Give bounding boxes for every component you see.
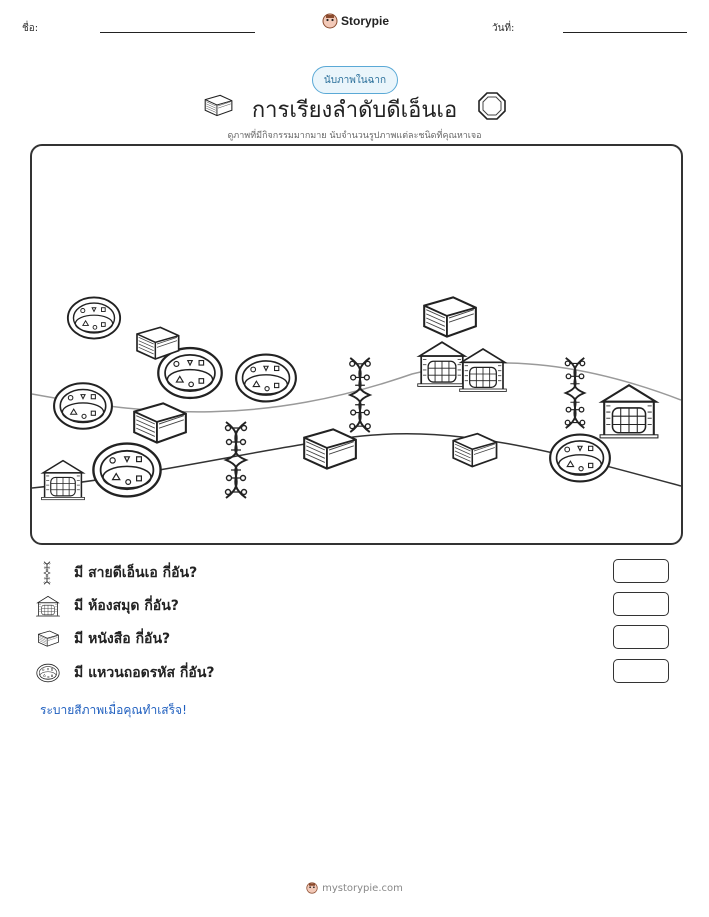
library-icon bbox=[36, 594, 60, 618]
decoder-ring-icon bbox=[36, 661, 60, 685]
book-3 bbox=[304, 429, 356, 468]
ring-2 bbox=[54, 383, 112, 428]
book-5 bbox=[453, 434, 496, 467]
answer-box-dna[interactable] bbox=[613, 559, 669, 583]
answer-box-book[interactable] bbox=[613, 625, 669, 649]
page-subtitle: ดูภาพที่มีกิจกรรมมากมาย นับจำนวนรูปภาพแต่ละชนิดที่คุณหาเจอ bbox=[227, 131, 482, 141]
ring-5 bbox=[93, 444, 160, 497]
book-4 bbox=[424, 297, 476, 336]
library-1 bbox=[42, 461, 85, 500]
question-text: มี สายดีเอ็นเอ กี่อัน? bbox=[74, 565, 198, 581]
storypie-logo-icon bbox=[322, 13, 338, 29]
book-2 bbox=[134, 403, 186, 442]
library-4 bbox=[600, 385, 658, 438]
name-label: ชื่อ: bbox=[22, 23, 39, 34]
brand-name: Storypie bbox=[341, 14, 390, 28]
question-book bbox=[36, 627, 170, 651]
question-dna bbox=[36, 561, 197, 585]
storypie-logo-icon bbox=[306, 882, 318, 894]
dna-icon bbox=[36, 561, 60, 585]
name-line[interactable] bbox=[100, 32, 255, 33]
dna-1 bbox=[226, 422, 247, 498]
page-title: การเรียงลำดับดีเอ็นเอ bbox=[251, 98, 458, 123]
question-text: มี ห้องสมุด กี่อัน? bbox=[74, 598, 179, 614]
library-3 bbox=[460, 349, 507, 392]
dna-2 bbox=[350, 358, 370, 432]
book-icon bbox=[36, 627, 60, 651]
question-library bbox=[36, 594, 179, 618]
footer bbox=[0, 882, 709, 894]
answer-box-ring[interactable] bbox=[613, 659, 669, 683]
ring-6 bbox=[550, 435, 610, 482]
date-line[interactable] bbox=[563, 32, 687, 33]
scene-canvas bbox=[32, 146, 681, 543]
octagon-icon bbox=[478, 92, 506, 120]
answer-box-library[interactable] bbox=[613, 592, 669, 616]
question-ring bbox=[36, 661, 215, 685]
count-badge bbox=[312, 66, 398, 94]
brand-header bbox=[322, 13, 389, 29]
library-2 bbox=[418, 342, 467, 386]
question-text: มี แหวนถอดรหัส กี่อัน? bbox=[74, 665, 215, 681]
date-label: วันที่: bbox=[492, 23, 515, 34]
search-scene bbox=[30, 144, 683, 545]
ring-4 bbox=[236, 355, 296, 402]
footer-url[interactable]: mystorypie.com bbox=[322, 882, 403, 894]
count-badge-label: นับภาพในฉาก bbox=[323, 74, 387, 86]
question-text: มี หนังสือ กี่อัน? bbox=[74, 631, 171, 647]
ring-3 bbox=[158, 348, 221, 398]
ring-1 bbox=[68, 297, 120, 338]
color-instruction: ระบายสีภาพเมื่อคุณทำเสร็จ! bbox=[40, 703, 187, 717]
